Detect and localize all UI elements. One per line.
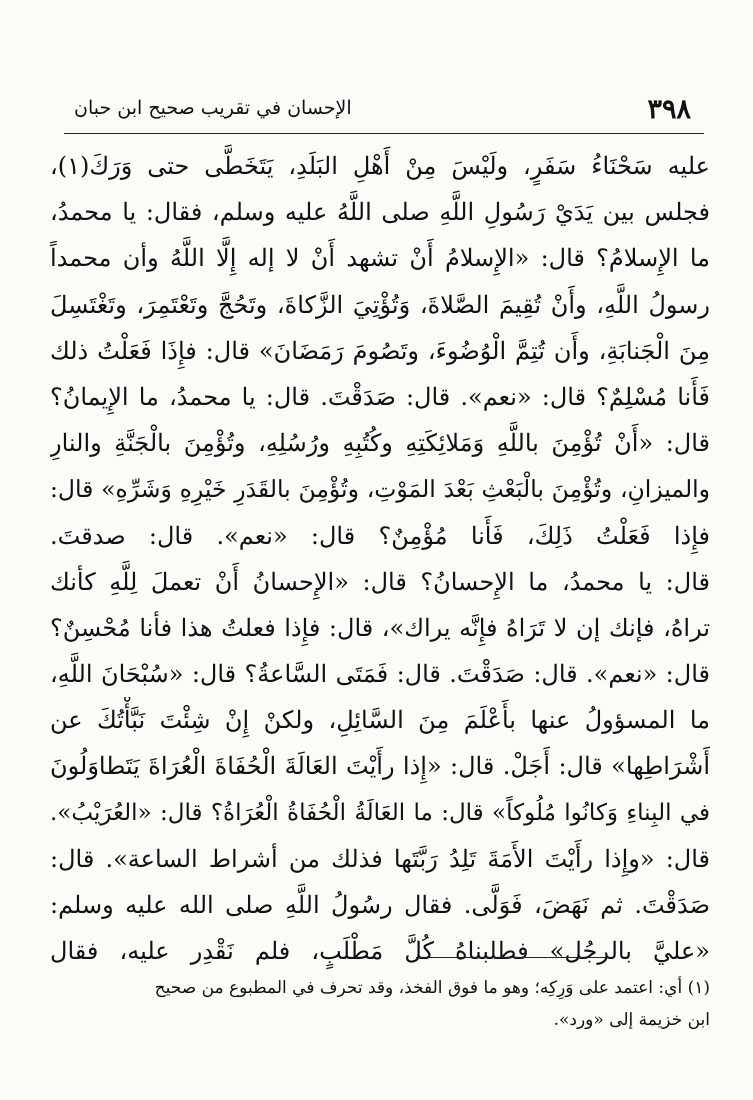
- text-line: قال: «وإِذا رأَيْتَ الأَمَةَ تَلِدُ رَبَّتَها فذلك من أشراط الساعة». قال:: [50, 844, 710, 873]
- footnote-line: (١) أي: اعتمد على وَرِكِه؛ وهو ما فوق الفخذ، وقد تحرف في المطبوع من صحيح: [154, 978, 710, 998]
- text-line: قال: «نعم». قال: صَدَقْتَ. قال: فَمَتَى السَّاعةُ؟ قال: «سُبْحَانَ اللَّهِ،: [50, 660, 710, 689]
- text-line: رسولُ اللَّهِ، وأَنْ تُقِيمَ الصَّلاةَ، وَتُؤْتِيَ الزَّكاةَ، وتَحُجَّ وتَعْتَمِرَ، وتَغْتَسِلَ: [50, 290, 710, 319]
- text-line: فجلس بين يَدَيْ رَسُولِ اللَّهِ صلى اللَّهُ عليه وسلم، فقال: يا محمدُ،: [50, 198, 710, 227]
- footnote: [60, 972, 710, 1036]
- text-line: أَشْرَاطِها» قال: أَجَلْ. قال: «إِذا رأَيْتَ العَالَةَ الْحُفَاةَ الْعُرَاةَ يَتَطاوَلُونَ: [50, 752, 710, 781]
- footnote-rule: [416, 957, 610, 958]
- text-line: تراهُ، فإنك إن لا تَرَاهُ فإِنَّه يراك»، قال: فإِذا فعلتُ هذا فأنا مُحْسِنٌ؟: [50, 613, 710, 642]
- text-line: ما المسؤولُ عنها بأَعْلَمَ مِنَ السَّائِلِ، ولكنْ إِنْ شِئْتَ نَبَّأْتُكَ عن: [50, 706, 710, 735]
- body-text: [50, 143, 710, 974]
- page-number: ٣٩٨: [647, 94, 691, 125]
- text-line: فَأَنا مُسْلِمٌ؟ قال: «نعم». قال: صَدَقْتَ. قال: يا محمدُ، ما الإِيمانُ؟: [50, 382, 710, 411]
- text-line: والميزانِ، وتُؤْمِنَ بالْبَعْثِ بَعْدَ المَوْتِ، وتُؤْمِنَ بالقَدَرِ خَيْرِهِ وَشَرِّهِ» قال:: [50, 475, 710, 504]
- text-line: قال: يا محمدُ، ما الإِحسانُ؟ قال: «الإِحسانُ أَنْ تعملَ لِلَّهِ كأنك: [50, 567, 710, 596]
- header-rule: [64, 133, 704, 134]
- running-title: الإحسان في تقريب صحيح ابن حبان: [74, 97, 352, 119]
- footnote-line: ابن خزيمة إلى «ورد».: [553, 1010, 710, 1030]
- text-line: في البِناءِ وَكانُوا مُلُوكاً» قال: ما العَالَةُ الْحُفَاةُ الْعُرَاةُ؟ قال: «العُرَيْبُ».: [50, 799, 710, 826]
- text-line: مِنَ الْجَنابَةِ، وأَن تُتِمَّ الْوُضُوءَ، وتَصُومَ رَمَضَانَ» قال: فإِذَا فَعَلْتُ ذلك: [50, 336, 710, 365]
- text-line: ما الإِسلامُ؟ قال: «الإِسلامُ أَنْ تشهد أَنْ لا إله إِلَّا اللَّهُ وأن محمداً: [50, 244, 710, 273]
- text-line: قال: «أَنْ تُؤْمِنَ باللَّهِ وَمَلائِكَتِهِ وكُتُبِهِ ورُسُلِهِ، وتُؤْمِنَ بالْجَنَّةِ والنارِ: [50, 429, 710, 458]
- text-line: «عليَّ بالرجُل» فطلبناهُ كُلَّ مَطْلَبٍ، فلم نَقْدِر عليه، فقال: [50, 937, 710, 966]
- text-line: صَدَقْتَ. ثم نَهَضَ، فَوَلَّى. فقال رسُولُ اللَّهِ صلى الله عليه وسلم:: [50, 891, 710, 919]
- text-line: عليه سَحْنَاءُ سَفَرٍ، ولَيْسَ مِنْ أَهْلِ البَلَدِ، يَتَخَطَّى حتى وَرَكَ(١)،: [50, 152, 710, 180]
- text-line: فإِذا فَعَلْتُ ذَلِكَ، فَأَنا مُؤْمِنٌ؟ قال: «نعم». قال: صدقتَ.: [50, 521, 710, 550]
